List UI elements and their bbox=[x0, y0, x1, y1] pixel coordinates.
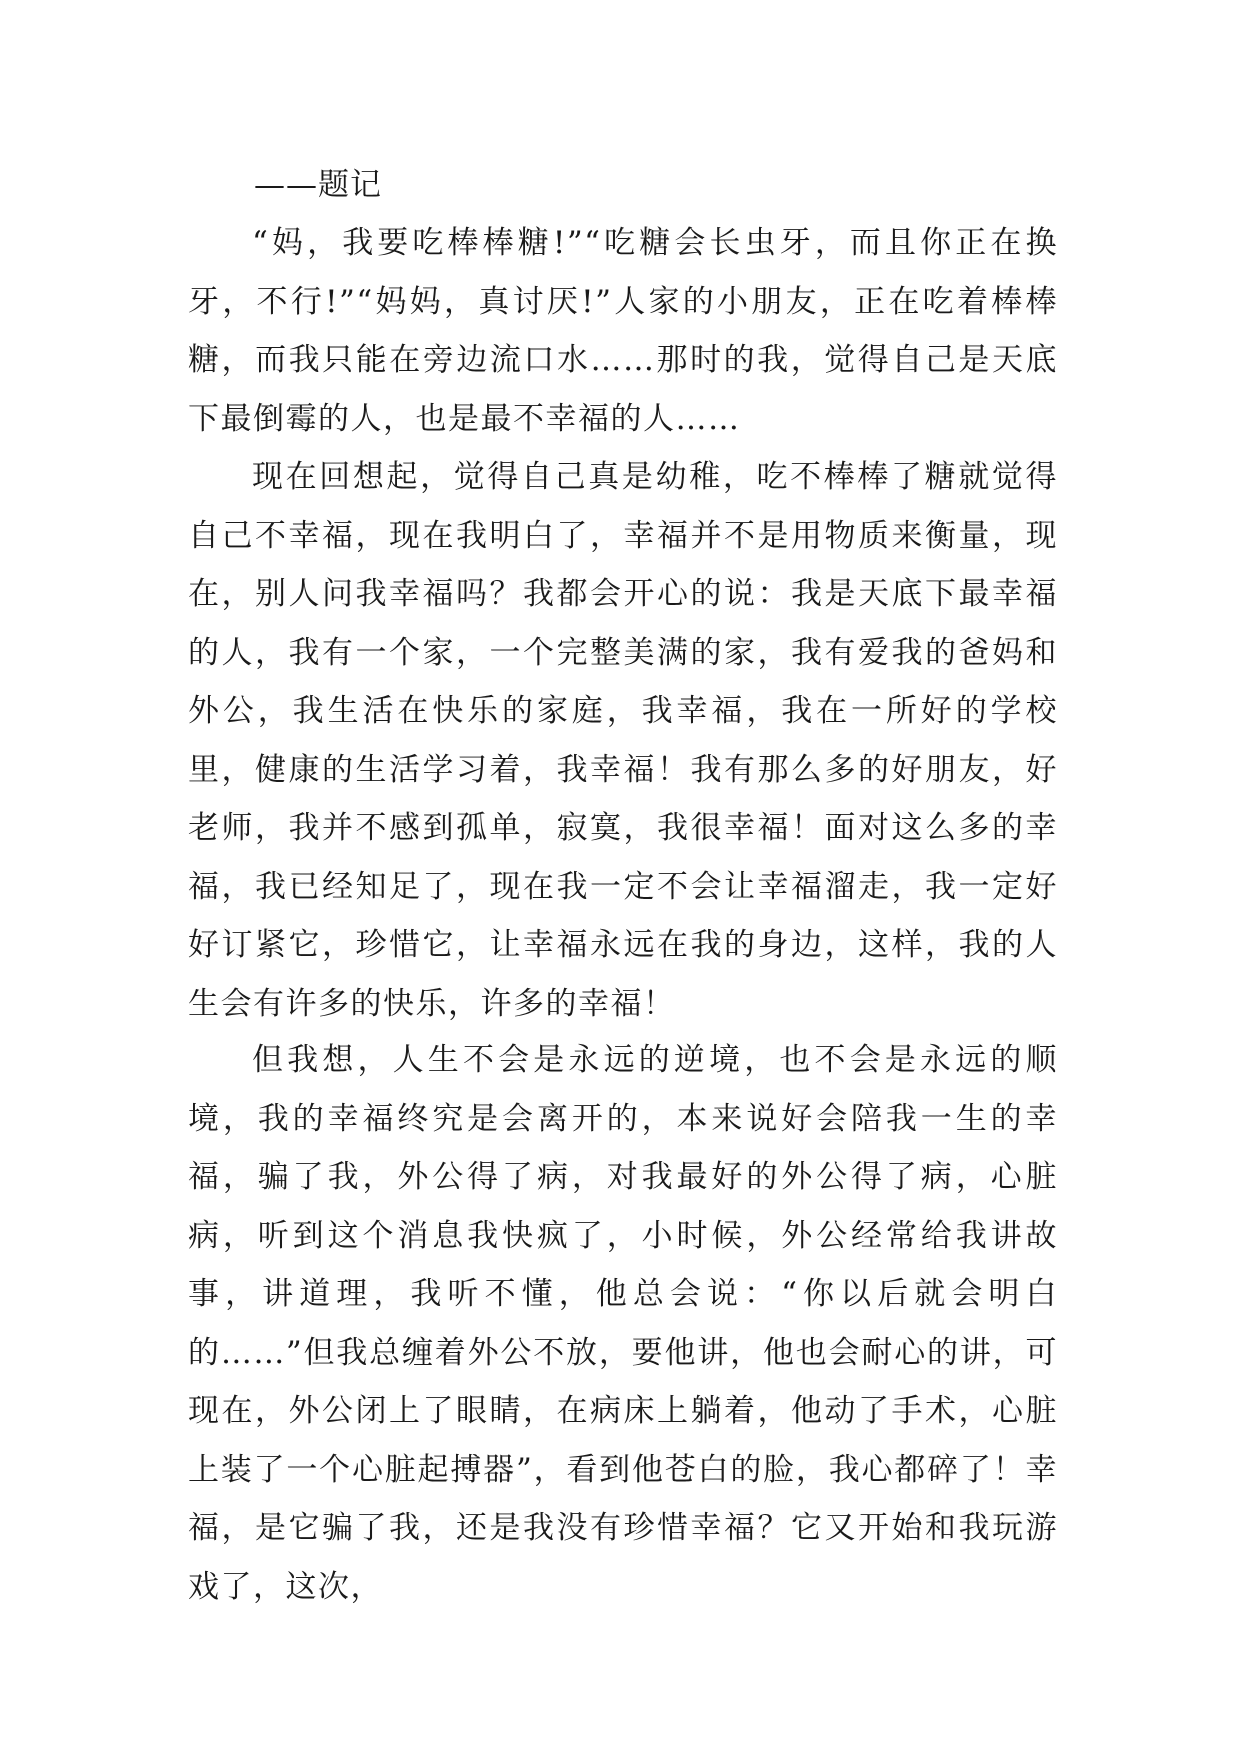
epigraph: ——题记 bbox=[254, 167, 382, 203]
paragraph-3: 但我想，人生不会是永远的逆境，也不会是永远的顺境，我的幸福终究是会离开的，本来说好会陪我一生的幸福，骗了我，外公得了病，对我最好的外公得了病，心脏病，听到这个消息我快疯了，小时候，外公经常给我讲故事，讲道理，我听不懂，他总会说：“你以后就会明白的……”但我总缠着外公不放，要他讲，他也会耐心的讲，可现在，外公闭上了眼睛，在病床上躺着，他动了手术，心脏上装了一个心脏起搏器”，看到他苍白的脸，我心都碎了！幸福，是它骗了我，还是我没有珍惜幸福？它又开始和我玩游戏了，这次， bbox=[188, 1042, 1058, 1605]
paragraph-2: 现在回想起，觉得自己真是幼稚，吃不棒棒了糖就觉得自己不幸福，现在我明白了，幸福并不是用物质来衡量，现在，别人问我幸福吗？我都会开心的说：我是天底下最幸福的人，我有一个家，一个完整美满的家，我有爱我的爸妈和外公，我生活在快乐的家庭，我幸福，我在一所好的学校里，健康的生活学习着，我幸福！我有那么多的好朋友，好老师，我并不感到孤单，寂寞，我很幸福！面对这么多的幸福，我已经知足了，现在我一定不会让幸福溜走，我一定好好订紧它，珍惜它，让幸福永远在我的身边，这样，我的人生会有许多的快乐，许多的幸福！ bbox=[188, 459, 1058, 1022]
paragraph-1: “妈，我要吃棒棒糖!”“吃糖会长虫牙，而且你正在换牙，不行!”“妈妈，真讨厌!”人家的小朋友，正在吃着棒棒糖，而我只能在旁边流口水……那时的我，觉得自己是天底下最倒霉的人，也是最不幸福的人…… bbox=[188, 225, 1058, 437]
